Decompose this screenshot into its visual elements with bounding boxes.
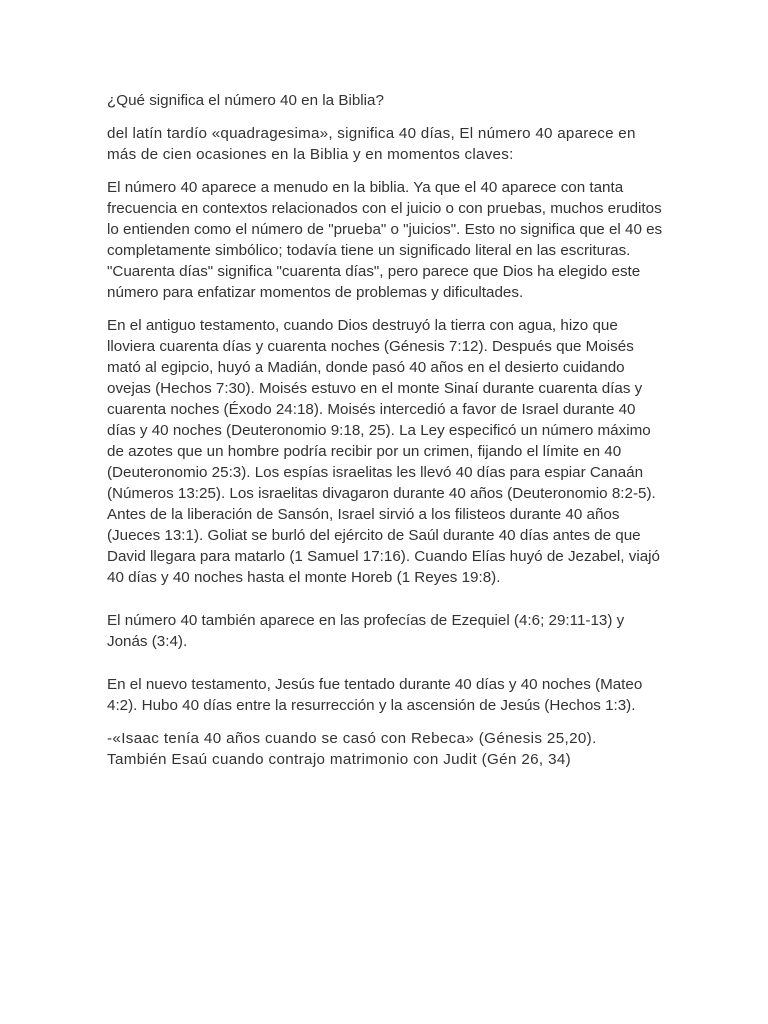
paragraph-old-testament: En el antiguo testamento, cuando Dios destruyó la tierra con agua, hizo que lloviera cuarenta días y cuarenta noches (Génesis 7:12). Después que Moisés mató al egipcio, huyó a Madián, donde pasó 40 años en el desierto cuidando ovejas (Hechos 7:30). Moisés estuvo en el monte Sinaí durante cuarenta días y cuarenta noches (Éxodo 24:18). Moisés intercedió a favor de Israel durante 40 días y 40 noches (Deuteronomio 9:18, 25). La Ley especificó un número máximo de azotes que un hombre podría recibir por un crimen, fijando el límite en 40 (Deuteronomio 25:3). Los espías israelitas les llevó 40 días para espiar Canaán (Números 13:25). Los israelitas divagaron durante 40 años (Deuteronomio 8:2-5). Antes de la liberación de Sansón, Israel sirvió a los filisteos durante 40 años (Jueces 13:1). Goliat se burló del ejército de Saúl durante 40 días antes de que David llegara para matarlo (1 Samuel 17:16). Cuando Elías huyó de Jezabel, viajó 40 días y 40 noches hasta el monte Horeb (1 Reyes 19:8). — [107, 317, 660, 586]
paragraph-isaac: -«Isaac tenía 40 años cuando se casó con Rebeca» (Génesis 25,20). También Esaú cuando contrajo matrimonio con Judit (Gén 26, 34) — [107, 730, 597, 768]
paragraph-meaning: El número 40 aparece a menudo en la biblia. Ya que el 40 aparece con tanta frecuencia en contextos relacionados con el juicio o con pruebas, muchos eruditos lo entienden como el número de "prueba" o "juicios". Esto no significa que el 40 es completamente simbólico; todavía tiene un significado literal en las escrituras. "Cuarenta días" significa "cuarenta días", pero parece que Dios ha elegido este número para enfatizar momentos de problemas y dificultades. — [107, 179, 663, 301]
paragraph-prophets: El número 40 también aparece en las profecías de Ezequiel (4:6; 29:11-13) y Jonás (3:4). — [107, 612, 625, 650]
paragraph-new-testament: En el nuevo testamento, Jesús fue tentado durante 40 días y 40 noches (Mateo 4:2). Hubo 40 días entre la resurrección y la ascensión de Jesús (Hechos 1:3). — [107, 676, 643, 714]
document-body — [107, 90, 667, 770]
paragraph-origin: del latín tardío «quadragesima», significa 40 días, El número 40 aparece en más de cien ocasiones en la Biblia y en momentos claves: — [107, 125, 636, 163]
page-title: ¿Qué significa el número 40 en la Biblia? — [107, 92, 384, 109]
